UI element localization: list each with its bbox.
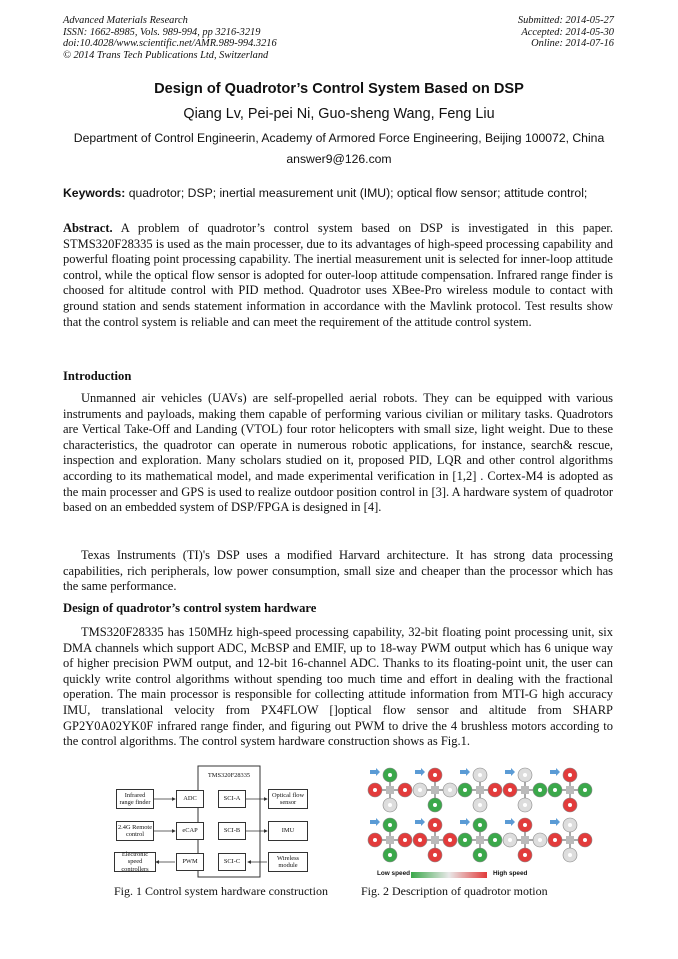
box-sci-b: SCI-B	[218, 822, 246, 840]
section-heading-introduction: Introduction	[63, 369, 132, 383]
quadrotor-icon	[547, 817, 593, 863]
box-imu: IMU	[268, 821, 308, 841]
intro-paragraph-1: Unmanned air vehicles (UAVs) are self-propelled aerial robots. They can be equipped with various instruments and payloads, making them capable of performing various civilian or military tasks. Quadrotors are Vertical Take-Off and Landing (VTOL) four rotor helicopters with small size, light weight. Due to these characteristics, the quadrotor can operate in numerous robotic applications, for instance, search& rescue, inspection and exploration. Many scholars studied on it, proposed PID, LQR and other control algorithms according to its mathematical model, and made experimental verification in [1,2] . Cortex-M4 is adopted as the main processer and GPS is used to realize outdoor position control in [3]. A hardware system of quadrotor based on an embedded system of DSP/FPGA is designed in [4].	[63, 391, 613, 515]
box-adc: ADC	[176, 790, 204, 808]
online-date: Online: 2014-07-16	[531, 38, 614, 50]
issn-line: ISSN: 1662-8985, Vols. 989-994, pp 3216-3219	[63, 26, 261, 38]
box-wireless-module: Wireless module	[268, 852, 308, 872]
copyright-line: © 2014 Trans Tech Publications Ltd, Switzerland	[63, 49, 269, 61]
legend-high-speed: High speed	[493, 870, 528, 877]
quadrotor-icon	[412, 817, 458, 863]
intro-paragraph-2: Texas Instruments (TI)'s DSP uses a modified Harvard architecture. It has strong data processing capabilities, rich peripherals, low power consumption, small size and cheaper than the processor which has the same performance.	[63, 548, 613, 594]
keywords	[63, 186, 623, 200]
journal-header	[63, 15, 277, 61]
accepted-date: Accepted: 2014-05-30	[521, 26, 614, 38]
quadrotor-icon	[502, 767, 548, 813]
box-electronic-speed-controllers: Electronic speed controllers	[114, 852, 156, 872]
quadrotor-icon	[412, 767, 458, 813]
figure-2-caption: Fig. 2 Description of quadrotor motion	[361, 884, 548, 898]
speed-gradient-bar	[411, 872, 487, 878]
keywords-text: quadrotor; DSP; inertial measurement unit (IMU); optical flow sensor; attitude control;	[125, 186, 588, 200]
quadrotor-icon	[457, 767, 503, 813]
abstract	[63, 221, 613, 330]
quadrotor-icon	[547, 767, 593, 813]
doi-line: doi:10.4028/www.scientific.net/AMR.989-994.3216	[63, 38, 277, 50]
submitted-date: Submitted: 2014-05-27	[517, 15, 614, 26]
figure-quadrotor-motion	[363, 765, 589, 883]
box-ecap: eCAP	[176, 822, 204, 840]
chip-label: TMS320F28335	[207, 772, 251, 780]
keywords-label: Keywords:	[63, 186, 126, 200]
hardware-paragraph-1: TMS320F28335 has 150MHz high-speed processing capability, 32-bit floating point processing unit, six DMA channels which support ADC, McBSP and EMIF, up to 18-way PWM output which has 6 unique way of higher precision PWM output, and 12-bit 16-channel ADC. Thanks to its floating-point unit, the user can quickly write control algorithms without spending too much time and effort in dealing with the fractional operation. The main processor is responsible for collecting attitude information from MTI-G high accuracy IMU, translational velocity from PX4FLOW []optical flow sensor and altitude from SHARP GP2Y0A02YK0F infrared range finder, and figuring out PWM to drive the 4 brushless motors according to the control algorithms. The control system hardware construction shows as Fig.1.	[63, 625, 613, 749]
box-sci-c: SCI-C	[218, 853, 246, 871]
box-pwm: PWM	[176, 853, 204, 871]
figure-hardware-diagram	[104, 765, 334, 878]
journal-name: Advanced Materials Research	[63, 15, 188, 26]
box-optical-flow-sensor: Optical flow sensor	[268, 789, 308, 809]
quadrotor-icon	[502, 817, 548, 863]
author-email[interactable]: answer9@126.com	[286, 152, 392, 166]
quadrotor-icon	[367, 817, 413, 863]
paper-title: Design of Quadrotor’s Control System Based on DSP	[154, 81, 524, 97]
author-list: Qiang Lv, Pei-pei Ni, Guo-sheng Wang, Feng Liu	[183, 106, 495, 122]
section-heading-hardware: Design of quadrotor’s control system hardware	[63, 601, 317, 615]
box-sci-a: SCI-A	[218, 790, 246, 808]
box-remote-control: 2.4G Remote control	[116, 821, 154, 841]
quadrotor-icon	[457, 817, 503, 863]
dates-header	[518, 15, 614, 50]
abstract-label: Abstract.	[63, 221, 113, 235]
abstract-text: A problem of quadrotor’s control system based on DSP is investigated in this paper. STMS320F28335 is used as the main processer, due to its advantages of high-speed processing capability and powerful floating point processing capability. The inertial measurement unit is selected for inner-loop attitude control, while the optical flow sensor is adopted for outer-loop attitude compensation. Infrared range finder is choosed for altitude control with PID method. Quadrotor uses XBee-Pro wireless module to contact with ground station and sends statement information in accordance with the Mavlink protocol. Test results show that the control system is reliable and can meet the requirement of the attitude control system.	[63, 221, 613, 329]
figure-1-caption: Fig. 1 Control system hardware construction	[114, 884, 328, 898]
legend-low-speed: Low speed	[377, 870, 411, 877]
box-infrared-range-finder: Infrared range finder	[116, 789, 154, 809]
affiliation: Department of Control Engineerin, Academy of Armored Force Engineering, Beijing 100072, China	[73, 131, 605, 145]
quadrotor-icon	[367, 767, 413, 813]
